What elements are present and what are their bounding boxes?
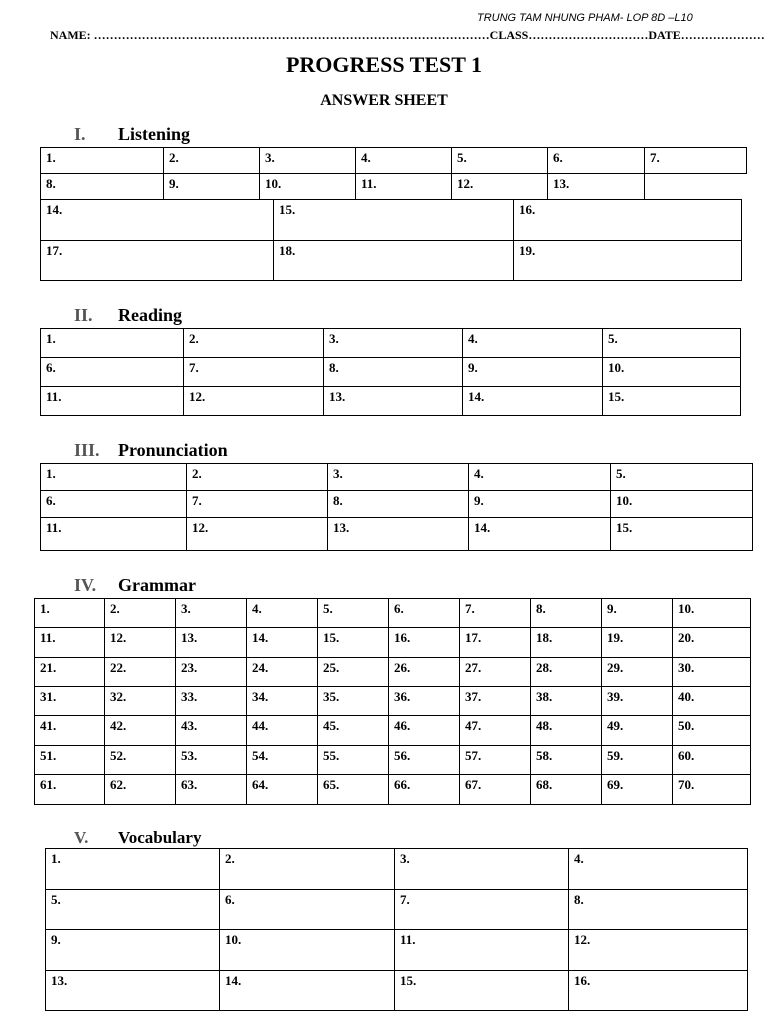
answer-cell[interactable]: 27.	[460, 658, 531, 687]
answer-cell[interactable]: 38.	[531, 687, 602, 716]
section-title: Pronunciation	[118, 440, 228, 460]
answer-cell[interactable]: 60.	[673, 746, 751, 775]
answer-cell[interactable]: 12.	[452, 174, 548, 200]
answer-cell[interactable]: 7.	[645, 148, 747, 174]
section-numeral: III.	[74, 440, 100, 460]
answer-cell[interactable]: 68.	[531, 775, 602, 805]
answer-cell[interactable]: 54.	[247, 746, 318, 775]
answer-cell[interactable]: 15.	[603, 387, 741, 416]
page-title: PROGRESS TEST 1	[285, 52, 483, 77]
answer-cell[interactable]: 32.	[105, 687, 176, 716]
answer-cell[interactable]: 1.	[41, 464, 187, 491]
answer-cell[interactable]: 15.	[274, 200, 514, 241]
answer-cell[interactable]: 18.	[274, 241, 514, 281]
answer-cell[interactable]: 13.	[328, 518, 469, 551]
answer-cell[interactable]: 9.	[463, 358, 603, 387]
answer-cell[interactable]: 37.	[460, 687, 531, 716]
answer-cell[interactable]: 44.	[247, 716, 318, 746]
section-numeral: I.	[74, 124, 86, 144]
answer-cell[interactable]: 21.	[35, 658, 105, 687]
listening-table-short	[40, 147, 747, 200]
answer-cell[interactable]: 7.	[460, 599, 531, 628]
section-numeral: V.	[74, 828, 89, 847]
answer-cell[interactable]: 15.	[395, 971, 569, 1011]
answer-cell[interactable]: 12.	[569, 930, 748, 971]
answer-cell[interactable]: 14.	[463, 387, 603, 416]
empty-cell	[645, 174, 747, 200]
section-title: Reading	[118, 305, 183, 325]
answer-cell[interactable]: 55.	[318, 746, 389, 775]
answer-cell[interactable]: 3.	[328, 464, 469, 491]
answer-cell[interactable]: 8.	[328, 491, 469, 518]
answer-cell[interactable]: 62.	[105, 775, 176, 805]
answer-cell[interactable]: 16.	[389, 628, 460, 658]
answer-cell[interactable]: 70.	[673, 775, 751, 805]
answer-cell[interactable]: 28.	[531, 658, 602, 687]
student-info-line: NAME: ………………………………………………………………………………………CLASS…………………………DATE…………………	[50, 28, 765, 42]
section-heading-grammar	[74, 575, 196, 596]
answer-cell[interactable]: 1.	[41, 148, 164, 174]
answer-cell[interactable]: 13.	[548, 174, 645, 200]
section-heading-vocabulary	[74, 828, 201, 848]
answer-cell[interactable]: 35.	[318, 687, 389, 716]
answer-cell[interactable]: 24.	[247, 658, 318, 687]
answer-cell[interactable]: 5.	[452, 148, 548, 174]
answer-cell[interactable]: 47.	[460, 716, 531, 746]
answer-cell[interactable]: 17.	[41, 241, 274, 281]
answer-cell[interactable]: 26.	[389, 658, 460, 687]
answer-cell[interactable]: 4.	[463, 329, 603, 358]
answer-cell[interactable]: 16.	[569, 971, 748, 1011]
answer-cell[interactable]: 14.	[247, 628, 318, 658]
answer-cell[interactable]: 7.	[395, 890, 569, 930]
answer-cell[interactable]: 5.	[46, 890, 220, 930]
vocabulary-table	[45, 848, 748, 1011]
answer-cell[interactable]: 9.	[46, 930, 220, 971]
answer-cell[interactable]: 11.	[395, 930, 569, 971]
answer-cell[interactable]: 41.	[35, 716, 105, 746]
answer-cell[interactable]: 19.	[514, 241, 742, 281]
answer-cell[interactable]: 36.	[389, 687, 460, 716]
answer-cell[interactable]: 13.	[176, 628, 247, 658]
answer-cell[interactable]: 13.	[46, 971, 220, 1011]
answer-cell[interactable]: 46.	[389, 716, 460, 746]
answer-cell[interactable]: 57.	[460, 746, 531, 775]
answer-cell[interactable]: 52.	[105, 746, 176, 775]
page-subtitle: ANSWER SHEET	[320, 92, 448, 109]
answer-cell[interactable]: 20.	[673, 628, 751, 658]
answer-cell[interactable]: 15.	[611, 518, 753, 551]
answer-cell[interactable]: 8.	[41, 174, 164, 200]
answer-cell[interactable]: 2.	[184, 329, 324, 358]
answer-cell[interactable]: 25.	[318, 658, 389, 687]
answer-cell[interactable]: 1.	[41, 329, 184, 358]
answer-cell[interactable]: 10.	[611, 491, 753, 518]
answer-cell[interactable]: 2.	[164, 148, 260, 174]
answer-cell[interactable]: 14.	[469, 518, 611, 551]
answer-cell[interactable]: 56.	[389, 746, 460, 775]
answer-cell[interactable]: 9.	[469, 491, 611, 518]
section-heading-pronunciation	[74, 440, 228, 461]
answer-cell[interactable]: 10.	[260, 174, 356, 200]
answer-cell[interactable]: 6.	[389, 599, 460, 628]
section-numeral: IV.	[74, 575, 97, 595]
answer-cell[interactable]: 2.	[187, 464, 328, 491]
answer-cell[interactable]: 6.	[41, 358, 184, 387]
answer-cell[interactable]: 49.	[602, 716, 673, 746]
answer-cell[interactable]: 1.	[46, 849, 220, 890]
answer-cell[interactable]: 65.	[318, 775, 389, 805]
grammar-table	[34, 598, 751, 805]
answer-cell[interactable]: 2.	[105, 599, 176, 628]
answer-cell[interactable]: 6.	[220, 890, 395, 930]
answer-cell[interactable]: 61.	[35, 775, 105, 805]
answer-cell[interactable]: 14.	[41, 200, 274, 241]
answer-cell[interactable]: 34.	[247, 687, 318, 716]
answer-cell[interactable]: 9.	[602, 599, 673, 628]
answer-cell[interactable]: 19.	[602, 628, 673, 658]
answer-cell[interactable]: 5.	[318, 599, 389, 628]
answer-cell[interactable]: 8.	[569, 890, 748, 930]
section-title: Grammar	[118, 575, 196, 595]
answer-cell[interactable]: 6.	[548, 148, 645, 174]
section-heading-reading	[74, 305, 182, 326]
answer-cell[interactable]: 10.	[673, 599, 751, 628]
listening-table-long	[40, 199, 742, 281]
answer-cell[interactable]: 7.	[184, 358, 324, 387]
answer-cell[interactable]: 31.	[35, 687, 105, 716]
answer-cell[interactable]: 11.	[356, 174, 452, 200]
answer-cell[interactable]: 4.	[469, 464, 611, 491]
answer-cell[interactable]: 22.	[105, 658, 176, 687]
answer-cell[interactable]: 5.	[611, 464, 753, 491]
answer-cell[interactable]: 33.	[176, 687, 247, 716]
answer-cell[interactable]: 39.	[602, 687, 673, 716]
section-heading-listening	[74, 124, 190, 145]
answer-cell[interactable]: 42.	[105, 716, 176, 746]
answer-cell[interactable]: 53.	[176, 746, 247, 775]
answer-cell[interactable]: 10.	[603, 358, 741, 387]
answer-cell[interactable]: 16.	[514, 200, 742, 241]
answer-cell[interactable]: 10.	[220, 930, 395, 971]
answer-cell[interactable]: 5.	[603, 329, 741, 358]
answer-cell[interactable]: 4.	[569, 849, 748, 890]
answer-cell[interactable]: 64.	[247, 775, 318, 805]
answer-cell[interactable]: 11.	[35, 628, 105, 658]
answer-cell[interactable]: 66.	[389, 775, 460, 805]
answer-cell[interactable]: 13.	[324, 387, 463, 416]
answer-cell[interactable]: 43.	[176, 716, 247, 746]
section-title: Vocabulary	[118, 828, 202, 847]
school-header: TRUNG TAM NHUNG PHAM- LOP 8D –L10	[477, 12, 693, 24]
answer-cell[interactable]: 30.	[673, 658, 751, 687]
answer-cell[interactable]: 51.	[35, 746, 105, 775]
answer-cell[interactable]: 12.	[105, 628, 176, 658]
answer-cell[interactable]: 3.	[260, 148, 356, 174]
answer-cell[interactable]: 4.	[247, 599, 318, 628]
answer-cell[interactable]: 12.	[187, 518, 328, 551]
answer-cell[interactable]: 11.	[41, 518, 187, 551]
answer-cell[interactable]: 40.	[673, 687, 751, 716]
answer-cell[interactable]: 63.	[176, 775, 247, 805]
answer-cell[interactable]: 17.	[460, 628, 531, 658]
answer-cell[interactable]: 9.	[164, 174, 260, 200]
answer-cell[interactable]: 59.	[602, 746, 673, 775]
answer-cell[interactable]: 29.	[602, 658, 673, 687]
answer-cell[interactable]: 15.	[318, 628, 389, 658]
answer-cell[interactable]: 4.	[356, 148, 452, 174]
answer-cell[interactable]: 6.	[41, 491, 187, 518]
answer-cell[interactable]: 8.	[324, 358, 463, 387]
answer-cell[interactable]: 8.	[531, 599, 602, 628]
section-numeral: II.	[74, 305, 93, 325]
answer-cell[interactable]: 14.	[220, 971, 395, 1011]
answer-cell[interactable]: 58.	[531, 746, 602, 775]
answer-cell[interactable]: 11.	[41, 387, 184, 416]
answer-cell[interactable]: 12.	[184, 387, 324, 416]
answer-cell[interactable]: 48.	[531, 716, 602, 746]
pronunciation-table	[40, 463, 753, 551]
answer-cell[interactable]: 18.	[531, 628, 602, 658]
answer-cell[interactable]: 23.	[176, 658, 247, 687]
answer-cell[interactable]: 67.	[460, 775, 531, 805]
answer-cell[interactable]: 50.	[673, 716, 751, 746]
answer-cell[interactable]: 3.	[324, 329, 463, 358]
reading-table	[40, 328, 741, 416]
answer-cell[interactable]: 7.	[187, 491, 328, 518]
answer-cell[interactable]: 45.	[318, 716, 389, 746]
answer-cell[interactable]: 2.	[220, 849, 395, 890]
answer-cell[interactable]: 3.	[395, 849, 569, 890]
answer-cell[interactable]: 69.	[602, 775, 673, 805]
section-title: Listening	[118, 124, 191, 144]
answer-cell[interactable]: 3.	[176, 599, 247, 628]
answer-cell[interactable]: 1.	[35, 599, 105, 628]
